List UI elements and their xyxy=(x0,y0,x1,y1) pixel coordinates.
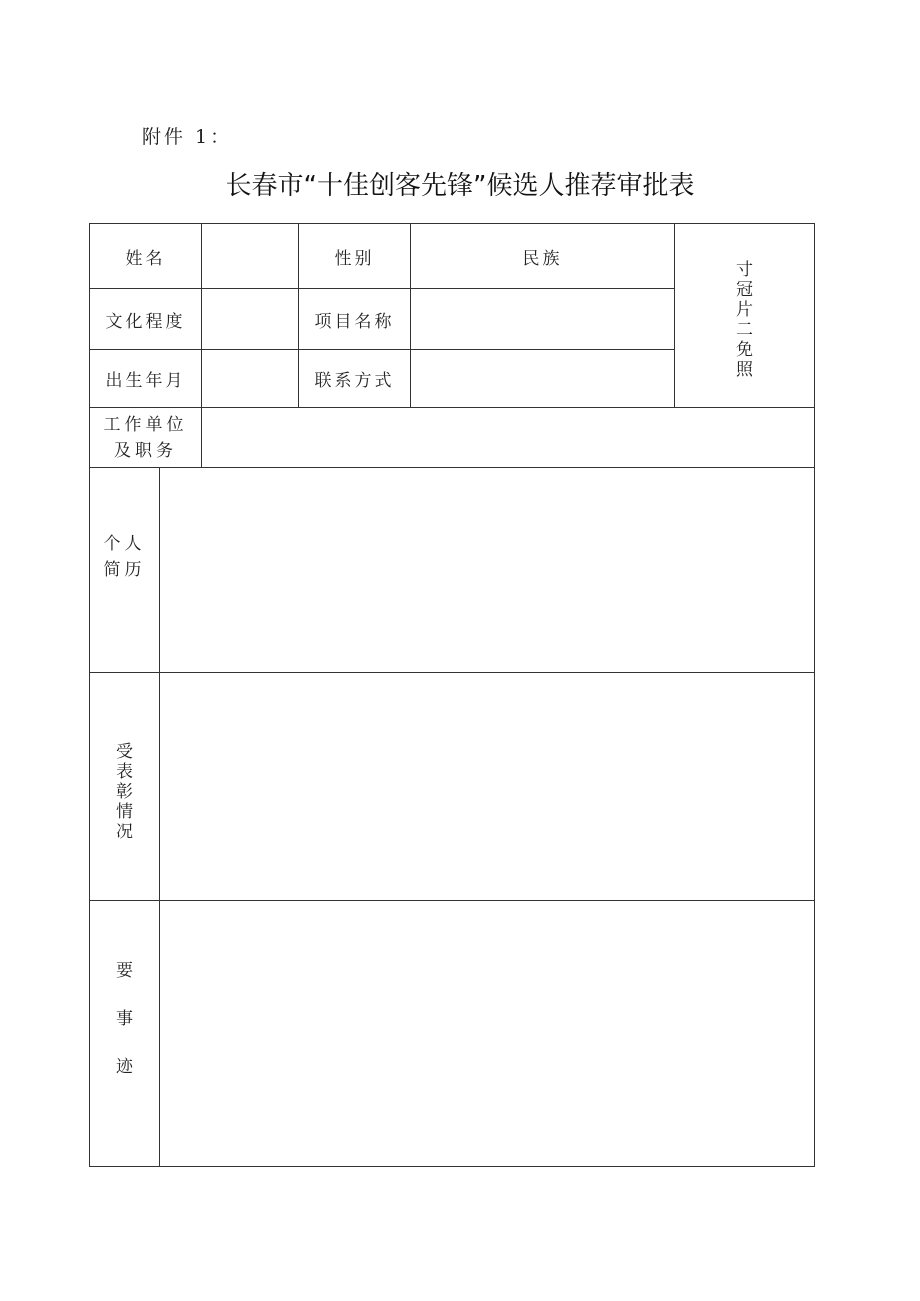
form-title: 长春市“十佳创客先锋”候选人推荐审批表 xyxy=(225,171,695,201)
name-value-cell[interactable] xyxy=(202,224,298,288)
gender-label: 性别 xyxy=(334,248,375,269)
photo-label-char: 寸 xyxy=(736,259,753,280)
education-value-cell[interactable] xyxy=(202,289,298,349)
attachment-label: 附件 1： xyxy=(142,126,233,148)
deeds-label-char: 迹 xyxy=(116,1056,133,1077)
photo-label-char: 二 xyxy=(736,319,753,340)
awards-label-char: 情 xyxy=(116,801,133,822)
photo-label-char: 冠 xyxy=(736,279,753,300)
resume-value-cell[interactable] xyxy=(160,468,814,672)
workplace-label: 工作单位及职务 xyxy=(103,414,188,461)
photo-placeholder xyxy=(675,224,814,407)
awards-label-char: 彰 xyxy=(116,781,133,802)
photo-label-char: 片 xyxy=(736,299,753,320)
photo-label-char: 免 xyxy=(736,339,753,360)
awards-label-char: 受 xyxy=(116,741,133,762)
name-label: 姓名 xyxy=(125,248,166,269)
resume-label: 个人简历 xyxy=(103,534,146,580)
table-border-bottom xyxy=(89,1166,815,1167)
photo-label-char: 照 xyxy=(736,359,753,380)
awards-label-char: 况 xyxy=(116,821,133,842)
deeds-label-char: 要 xyxy=(116,960,133,981)
education-label: 文化程度 xyxy=(105,311,186,332)
table-border-right xyxy=(814,223,815,1167)
contact-value-cell[interactable] xyxy=(411,350,674,407)
project-label: 项目名称 xyxy=(314,311,395,332)
awards-label-char: 表 xyxy=(116,761,133,782)
awards-value-cell[interactable] xyxy=(160,673,814,900)
contact-label: 联系方式 xyxy=(314,371,395,391)
deeds-label-char: 事 xyxy=(116,1008,133,1029)
birth-label: 出生年月 xyxy=(105,371,186,391)
ethnicity-label: 民族 xyxy=(522,248,563,269)
project-value-cell[interactable] xyxy=(411,289,674,349)
deeds-label xyxy=(90,901,159,1166)
awards-label xyxy=(90,673,159,900)
birth-value-cell[interactable] xyxy=(202,350,298,407)
workplace-value-cell[interactable] xyxy=(202,408,814,467)
deeds-value-cell[interactable] xyxy=(160,901,814,1166)
